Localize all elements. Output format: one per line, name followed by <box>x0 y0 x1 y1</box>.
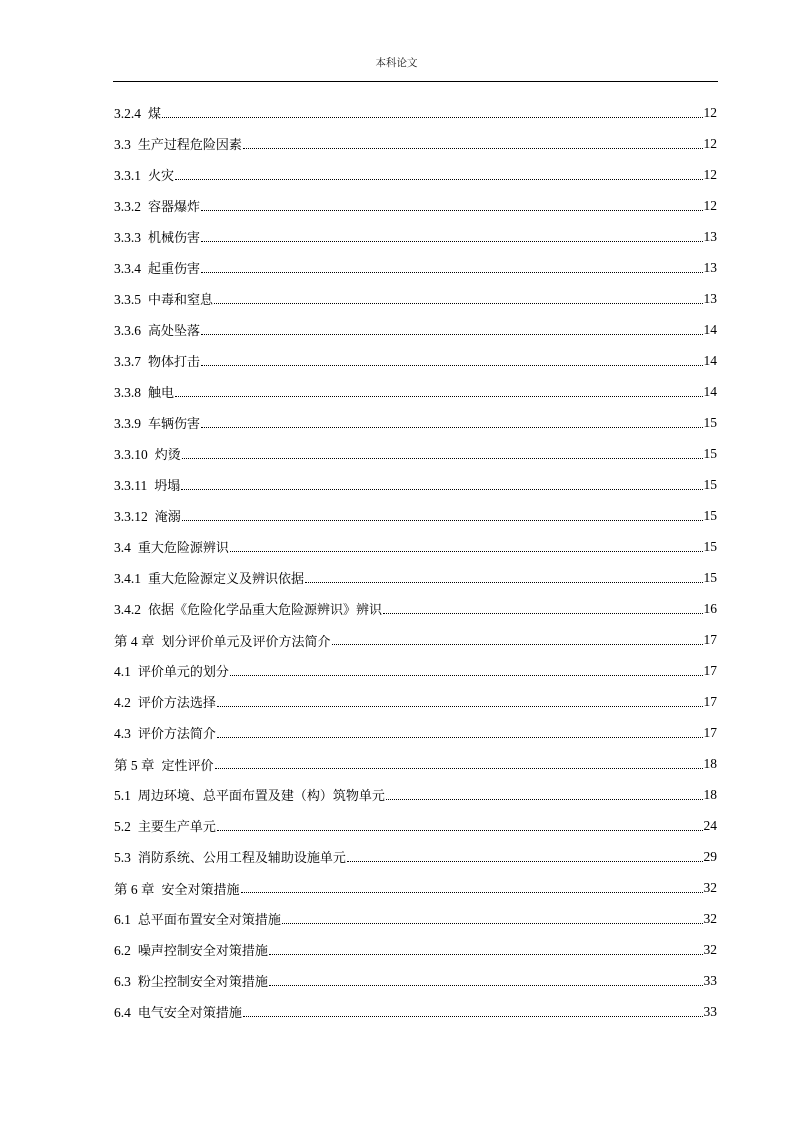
toc-entry-label <box>114 816 216 835</box>
toc-entry-title: 火灾 <box>148 169 175 184</box>
toc-leader-dots <box>201 210 702 211</box>
toc-entry[interactable] <box>114 190 717 221</box>
toc-entry-number: 3.3.3 <box>114 230 141 245</box>
toc-entry-label <box>114 196 200 215</box>
toc-entry-page: 18 <box>703 786 717 802</box>
header-rule <box>113 81 718 82</box>
toc-entry[interactable] <box>114 965 717 996</box>
toc-entry[interactable] <box>114 996 717 1027</box>
toc-entry-number: 6.1 <box>114 912 131 927</box>
toc-entry-title: 坍塌 <box>154 479 181 494</box>
toc-entry[interactable] <box>114 903 717 934</box>
toc-entry-title: 高处坠落 <box>148 324 201 339</box>
toc-leader-dots <box>214 303 702 304</box>
toc-leader-dots <box>332 644 703 645</box>
toc-entry[interactable] <box>114 407 717 438</box>
toc-entry-page: 13 <box>703 290 717 306</box>
toc-entry-number: 6.3 <box>114 974 131 989</box>
toc-leader-dots <box>175 396 702 397</box>
toc-entry-number: 3.4.1 <box>114 571 141 586</box>
toc-entry-label <box>114 444 181 463</box>
toc-entry-page: 16 <box>703 600 717 616</box>
toc-entry-number: 3.3.5 <box>114 292 141 307</box>
toc-entry[interactable] <box>114 531 717 562</box>
toc-leader-dots <box>241 892 703 893</box>
toc-entry-number: 第 4 章 <box>114 633 155 649</box>
toc-entry-page: 15 <box>703 507 717 523</box>
toc-entry-title: 煤 <box>148 107 162 122</box>
toc-entry-number: 第 5 章 <box>114 757 155 773</box>
toc-entry-label <box>114 785 385 804</box>
toc-entry[interactable] <box>114 97 717 128</box>
toc-entry-label <box>114 475 180 494</box>
toc-entry-title: 总平面布置安全对策措施 <box>137 913 281 928</box>
toc-entry-page: 32 <box>703 879 717 895</box>
toc-entry[interactable] <box>114 345 717 376</box>
toc-entry[interactable] <box>114 438 717 469</box>
toc-entry[interactable] <box>114 810 717 841</box>
toc-entry-number: 4.1 <box>114 664 131 679</box>
toc-entry-number: 3.3.6 <box>114 323 141 338</box>
toc-entry-label <box>114 289 213 308</box>
toc-entry-label <box>114 630 331 650</box>
toc-entry-title: 周边环境、总平面布置及建（构）筑物单元 <box>137 789 385 804</box>
toc-entry-title: 灼烫 <box>154 448 181 463</box>
toc-entry-page: 17 <box>703 693 717 709</box>
toc-entry-page: 32 <box>703 941 717 957</box>
toc-entry-label <box>114 754 214 774</box>
toc-entry-number: 3.3.4 <box>114 261 141 276</box>
toc-entry-page: 12 <box>703 166 717 182</box>
toc-entry-label <box>114 878 240 898</box>
toc-entry-page: 17 <box>703 724 717 740</box>
toc-entry-page: 13 <box>703 228 717 244</box>
toc-leader-dots <box>201 241 702 242</box>
toc-leader-dots <box>230 551 703 552</box>
toc-entry-title: 车辆伤害 <box>148 417 201 432</box>
toc-entry-page: 12 <box>703 135 717 151</box>
toc-entry-title: 起重伤害 <box>148 262 201 277</box>
toc-leader-dots <box>182 520 703 521</box>
toc-entry[interactable] <box>114 376 717 407</box>
toc-entry-label <box>114 351 200 370</box>
toc-entry-page: 14 <box>703 383 717 399</box>
toc-entry-label <box>114 506 181 525</box>
toc-leader-dots <box>181 489 702 490</box>
toc-entry-page: 14 <box>703 352 717 368</box>
toc-entry[interactable] <box>114 283 717 314</box>
toc-entry[interactable] <box>114 593 717 624</box>
toc-leader-dots <box>269 954 703 955</box>
toc-entry-label <box>114 568 304 587</box>
toc-entry[interactable] <box>114 748 717 779</box>
toc-entry-page: 17 <box>703 631 717 647</box>
toc-entry-number: 3.3.9 <box>114 416 141 431</box>
toc-entry-number: 3.3.7 <box>114 354 141 369</box>
toc-entry-page: 15 <box>703 414 717 430</box>
toc-entry-number: 3.3.11 <box>114 478 148 493</box>
toc-entry-page: 24 <box>703 817 717 833</box>
toc-leader-dots <box>201 427 702 428</box>
toc-entry-title: 评价方法简介 <box>137 727 216 742</box>
toc-leader-dots <box>175 179 702 180</box>
toc-entry-title: 电气安全对策措施 <box>137 1006 242 1021</box>
toc-entry-label <box>114 258 200 277</box>
toc-entry[interactable] <box>114 686 717 717</box>
toc-entry-number: 5.3 <box>114 850 131 865</box>
toc-entry-label <box>114 227 200 246</box>
toc-leader-dots <box>347 861 703 862</box>
toc-leader-dots <box>243 1016 703 1017</box>
toc-entry-title: 主要生产单元 <box>137 820 216 835</box>
toc-entry[interactable] <box>114 934 717 965</box>
toc-leader-dots <box>217 706 703 707</box>
toc-entry-number: 3.4 <box>114 540 131 555</box>
toc-leader-dots <box>383 613 702 614</box>
toc-entry-title: 机械伤害 <box>148 231 201 246</box>
toc-entry-number: 5.2 <box>114 819 131 834</box>
toc-entry-title: 中毒和窒息 <box>148 293 214 308</box>
toc-entry-label <box>114 103 161 122</box>
toc-entry-title: 噪声控制安全对策措施 <box>137 944 268 959</box>
toc-leader-dots <box>201 365 702 366</box>
toc-leader-dots <box>230 675 703 676</box>
toc-leader-dots <box>215 768 703 769</box>
toc-entry-page: 17 <box>703 662 717 678</box>
toc-leader-dots <box>269 985 703 986</box>
toc-entry-label <box>114 723 216 742</box>
toc-entry-page: 32 <box>703 910 717 926</box>
toc-entry-label <box>114 909 281 928</box>
toc-entry-label <box>114 692 216 711</box>
toc-entry-number: 6.4 <box>114 1005 131 1020</box>
toc-entry-title: 消防系统、公用工程及辅助设施单元 <box>137 851 346 866</box>
toc-entry-label <box>114 537 229 556</box>
table-of-contents <box>114 97 717 1027</box>
toc-entry-label <box>114 382 174 401</box>
toc-leader-dots <box>217 737 703 738</box>
toc-entry-page: 15 <box>703 538 717 554</box>
toc-entry[interactable] <box>114 221 717 252</box>
toc-leader-dots <box>243 148 703 149</box>
toc-entry[interactable] <box>114 717 717 748</box>
toc-entry-number: 3.3 <box>114 137 131 152</box>
toc-entry-page: 33 <box>703 1003 717 1019</box>
toc-leader-dots <box>217 830 703 831</box>
toc-entry-label <box>114 413 200 432</box>
toc-entry-title: 物体打击 <box>148 355 201 370</box>
toc-entry-number: 3.3.1 <box>114 168 141 183</box>
toc-entry-number: 4.2 <box>114 695 131 710</box>
toc-entry-title: 安全对策措施 <box>161 882 240 898</box>
toc-entry-label <box>114 134 242 153</box>
toc-entry[interactable] <box>114 841 717 872</box>
toc-entry-page: 15 <box>703 476 717 492</box>
toc-leader-dots <box>182 458 703 459</box>
toc-entry-title: 评价方法选择 <box>137 696 216 711</box>
toc-entry-page: 13 <box>703 259 717 275</box>
toc-entry[interactable] <box>114 159 717 190</box>
toc-entry-title: 重大危险源定义及辨识依据 <box>148 572 305 587</box>
toc-entry-page: 18 <box>703 755 717 771</box>
toc-entry[interactable] <box>114 655 717 686</box>
toc-entry-title: 粉尘控制安全对策措施 <box>137 975 268 990</box>
toc-entry-number: 3.3.2 <box>114 199 141 214</box>
toc-entry-title: 生产过程危险因素 <box>137 138 242 153</box>
toc-entry-title: 评价单元的划分 <box>137 665 229 680</box>
toc-entry[interactable] <box>114 872 717 903</box>
toc-entry[interactable] <box>114 500 717 531</box>
toc-entry-title: 容器爆炸 <box>148 200 201 215</box>
toc-entry-label <box>114 940 268 959</box>
toc-entry-title: 定性评价 <box>161 758 214 774</box>
toc-entry[interactable] <box>114 469 717 500</box>
toc-leader-dots <box>162 117 702 118</box>
toc-entry-label <box>114 599 382 618</box>
toc-entry-number: 3.3.12 <box>114 509 148 524</box>
toc-entry[interactable] <box>114 128 717 159</box>
toc-entry-title: 触电 <box>148 386 175 401</box>
toc-entry-page: 14 <box>703 321 717 337</box>
toc-entry-number: 3.4.2 <box>114 602 141 617</box>
toc-entry-page: 15 <box>703 569 717 585</box>
toc-leader-dots <box>282 923 703 924</box>
toc-leader-dots <box>305 582 702 583</box>
toc-entry-number: 6.2 <box>114 943 131 958</box>
toc-entry-label <box>114 320 200 339</box>
toc-entry-label <box>114 971 268 990</box>
page-header: 本科论文 <box>375 57 418 69</box>
toc-entry-label <box>114 847 346 866</box>
toc-entry-title: 重大危险源辨识 <box>137 541 229 556</box>
toc-entry-number: 3.3.8 <box>114 385 141 400</box>
toc-entry-title: 淹溺 <box>154 510 181 525</box>
toc-leader-dots <box>386 799 703 800</box>
toc-entry-number: 3.2.4 <box>114 106 141 121</box>
toc-entry-title: 划分评价单元及评价方法简介 <box>161 634 331 650</box>
toc-entry-number: 5.1 <box>114 788 131 803</box>
toc-entry[interactable] <box>114 252 717 283</box>
toc-leader-dots <box>201 272 702 273</box>
toc-entry[interactable] <box>114 624 717 655</box>
toc-entry[interactable] <box>114 314 717 345</box>
toc-entry-label <box>114 165 174 184</box>
toc-entry[interactable] <box>114 779 717 810</box>
toc-entry-number: 3.3.10 <box>114 447 148 462</box>
toc-entry-number: 4.3 <box>114 726 131 741</box>
toc-entry-number: 第 6 章 <box>114 881 155 897</box>
toc-entry[interactable] <box>114 562 717 593</box>
toc-entry-page: 12 <box>703 197 717 213</box>
toc-leader-dots <box>201 334 702 335</box>
toc-entry-label <box>114 661 229 680</box>
toc-entry-page: 29 <box>703 848 717 864</box>
toc-entry-label <box>114 1002 242 1021</box>
toc-entry-title: 依据《危险化学品重大危险源辨识》辨识 <box>148 603 383 618</box>
toc-entry-page: 33 <box>703 972 717 988</box>
toc-entry-page: 15 <box>703 445 717 461</box>
toc-entry-page: 12 <box>703 104 717 120</box>
